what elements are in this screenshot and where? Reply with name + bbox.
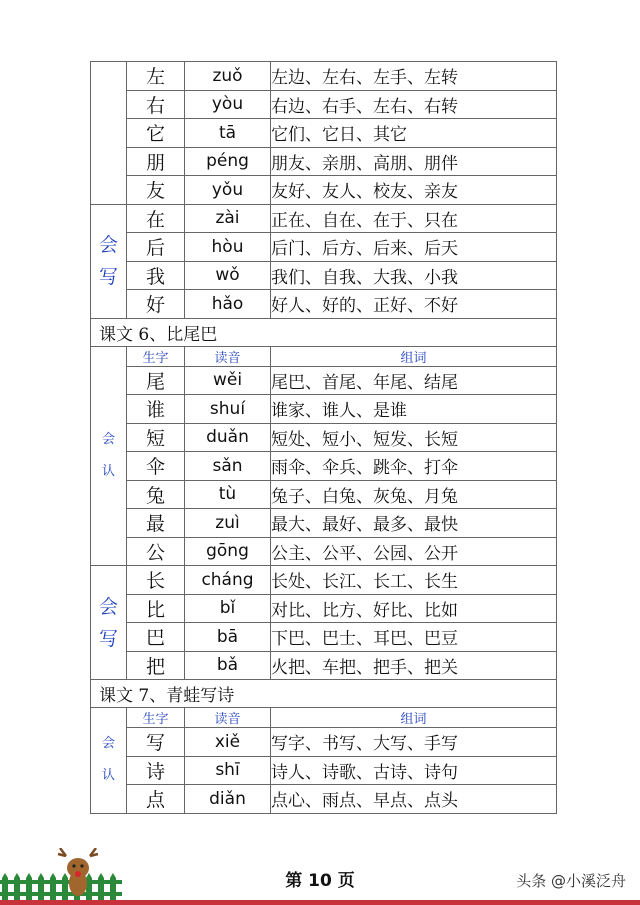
table-row — [91, 147, 557, 176]
ground-strip — [0, 900, 640, 905]
character-cell: 右 — [127, 90, 185, 119]
table-header-row — [91, 708, 557, 728]
pinyin-cell: wǒ — [185, 261, 271, 290]
character-cell: 它 — [127, 119, 185, 148]
column-header-py: 读音 — [185, 346, 271, 366]
lesson-title: 课文 7、青蛙写诗 — [91, 680, 557, 708]
words-cell: 长处、长江、长工、长生 — [271, 566, 557, 595]
table-row — [91, 756, 557, 785]
words-cell: 左边、左右、左手、左转 — [271, 62, 557, 91]
pinyin-cell: zuì — [185, 509, 271, 538]
character-cell: 谁 — [127, 395, 185, 424]
words-cell: 短处、短小、短发、长短 — [271, 423, 557, 452]
pinyin-cell: duǎn — [185, 423, 271, 452]
table-row — [91, 90, 557, 119]
character-cell: 伞 — [127, 452, 185, 481]
table-header-row — [91, 346, 557, 366]
pinyin-cell: bā — [185, 623, 271, 652]
pinyin-cell: bǐ — [185, 594, 271, 623]
words-cell: 谁家、谁人、是谁 — [271, 395, 557, 424]
pinyin-cell: yǒu — [185, 176, 271, 205]
group-label: 会 认 — [91, 708, 127, 814]
character-cell: 友 — [127, 176, 185, 205]
words-cell: 火把、车把、把手、把关 — [271, 651, 557, 680]
character-cell: 公 — [127, 537, 185, 566]
table-row — [91, 509, 557, 538]
group-label: 会 写 — [91, 204, 127, 318]
character-cell: 兔 — [127, 480, 185, 509]
watermark: 头条 @小溪泛舟 — [516, 872, 626, 890]
character-cell: 朋 — [127, 147, 185, 176]
lesson-title-row — [91, 680, 557, 708]
character-cell: 最 — [127, 509, 185, 538]
group-label: 会 认 — [91, 346, 127, 566]
pinyin-cell: hǎo — [185, 290, 271, 319]
words-cell: 对比、比方、好比、比如 — [271, 594, 557, 623]
words-cell: 点心、雨点、早点、点头 — [271, 785, 557, 814]
pinyin-cell: zài — [185, 204, 271, 233]
words-cell: 下巴、巴士、耳巴、巴豆 — [271, 623, 557, 652]
vocabulary-sheet — [90, 61, 556, 814]
table-row — [91, 728, 557, 757]
character-cell: 我 — [127, 261, 185, 290]
group-label — [91, 62, 127, 205]
vocabulary-table — [90, 61, 557, 814]
column-header-py: 读音 — [185, 708, 271, 728]
table-row — [91, 480, 557, 509]
pinyin-cell: cháng — [185, 566, 271, 595]
words-cell: 公主、公平、公园、公开 — [271, 537, 557, 566]
character-cell: 左 — [127, 62, 185, 91]
lesson-title-row — [91, 318, 557, 346]
character-cell: 后 — [127, 233, 185, 262]
words-cell: 最大、最好、最多、最快 — [271, 509, 557, 538]
character-cell: 写 — [127, 728, 185, 757]
page-number: 第 10 页 — [285, 871, 355, 891]
table-row — [91, 290, 557, 319]
words-cell: 右边、右手、左右、右转 — [271, 90, 557, 119]
character-cell: 在 — [127, 204, 185, 233]
words-cell: 正在、自在、在于、只在 — [271, 204, 557, 233]
words-cell: 朋友、亲朋、高朋、朋伴 — [271, 147, 557, 176]
pinyin-cell: shuí — [185, 395, 271, 424]
table-row — [91, 452, 557, 481]
words-cell: 我们、自我、大我、小我 — [271, 261, 557, 290]
words-cell: 它们、它日、其它 — [271, 119, 557, 148]
table-row — [91, 366, 557, 395]
words-cell: 友好、友人、校友、亲友 — [271, 176, 557, 205]
pinyin-cell: sǎn — [185, 452, 271, 481]
table-row — [91, 423, 557, 452]
table-row — [91, 395, 557, 424]
table-row — [91, 537, 557, 566]
pinyin-cell: shī — [185, 756, 271, 785]
column-header-ci: 组词 — [271, 708, 557, 728]
character-cell: 巴 — [127, 623, 185, 652]
table-row — [91, 785, 557, 814]
column-header-zi: 生字 — [127, 346, 185, 366]
group-label: 会 写 — [91, 566, 127, 680]
character-cell: 短 — [127, 423, 185, 452]
character-cell: 诗 — [127, 756, 185, 785]
words-cell: 诗人、诗歌、古诗、诗句 — [271, 756, 557, 785]
character-cell: 把 — [127, 651, 185, 680]
pinyin-cell: gōng — [185, 537, 271, 566]
words-cell: 雨伞、伞兵、跳伞、打伞 — [271, 452, 557, 481]
pinyin-cell: tù — [185, 480, 271, 509]
words-cell: 兔子、白兔、灰兔、月兔 — [271, 480, 557, 509]
pinyin-cell: bǎ — [185, 651, 271, 680]
pinyin-cell: péng — [185, 147, 271, 176]
words-cell: 尾巴、首尾、年尾、结尾 — [271, 366, 557, 395]
pinyin-cell: xiě — [185, 728, 271, 757]
pinyin-cell: zuǒ — [185, 62, 271, 91]
table-row — [91, 566, 557, 595]
table-row — [91, 204, 557, 233]
table-row — [91, 119, 557, 148]
pinyin-cell: hòu — [185, 233, 271, 262]
table-row — [91, 651, 557, 680]
words-cell: 后门、后方、后来、后天 — [271, 233, 557, 262]
table-row — [91, 594, 557, 623]
column-header-zi: 生字 — [127, 708, 185, 728]
lesson-title: 课文 6、比尾巴 — [91, 318, 557, 346]
pinyin-cell: yòu — [185, 90, 271, 119]
character-cell: 尾 — [127, 366, 185, 395]
table-row — [91, 623, 557, 652]
character-cell: 点 — [127, 785, 185, 814]
pinyin-cell: wěi — [185, 366, 271, 395]
table-row — [91, 233, 557, 262]
column-header-ci: 组词 — [271, 346, 557, 366]
table-row — [91, 62, 557, 91]
table-row — [91, 261, 557, 290]
pinyin-cell: diǎn — [185, 785, 271, 814]
words-cell: 好人、好的、正好、不好 — [271, 290, 557, 319]
table-row — [91, 176, 557, 205]
character-cell: 好 — [127, 290, 185, 319]
pinyin-cell: tā — [185, 119, 271, 148]
character-cell: 比 — [127, 594, 185, 623]
character-cell: 长 — [127, 566, 185, 595]
words-cell: 写字、书写、大写、手写 — [271, 728, 557, 757]
